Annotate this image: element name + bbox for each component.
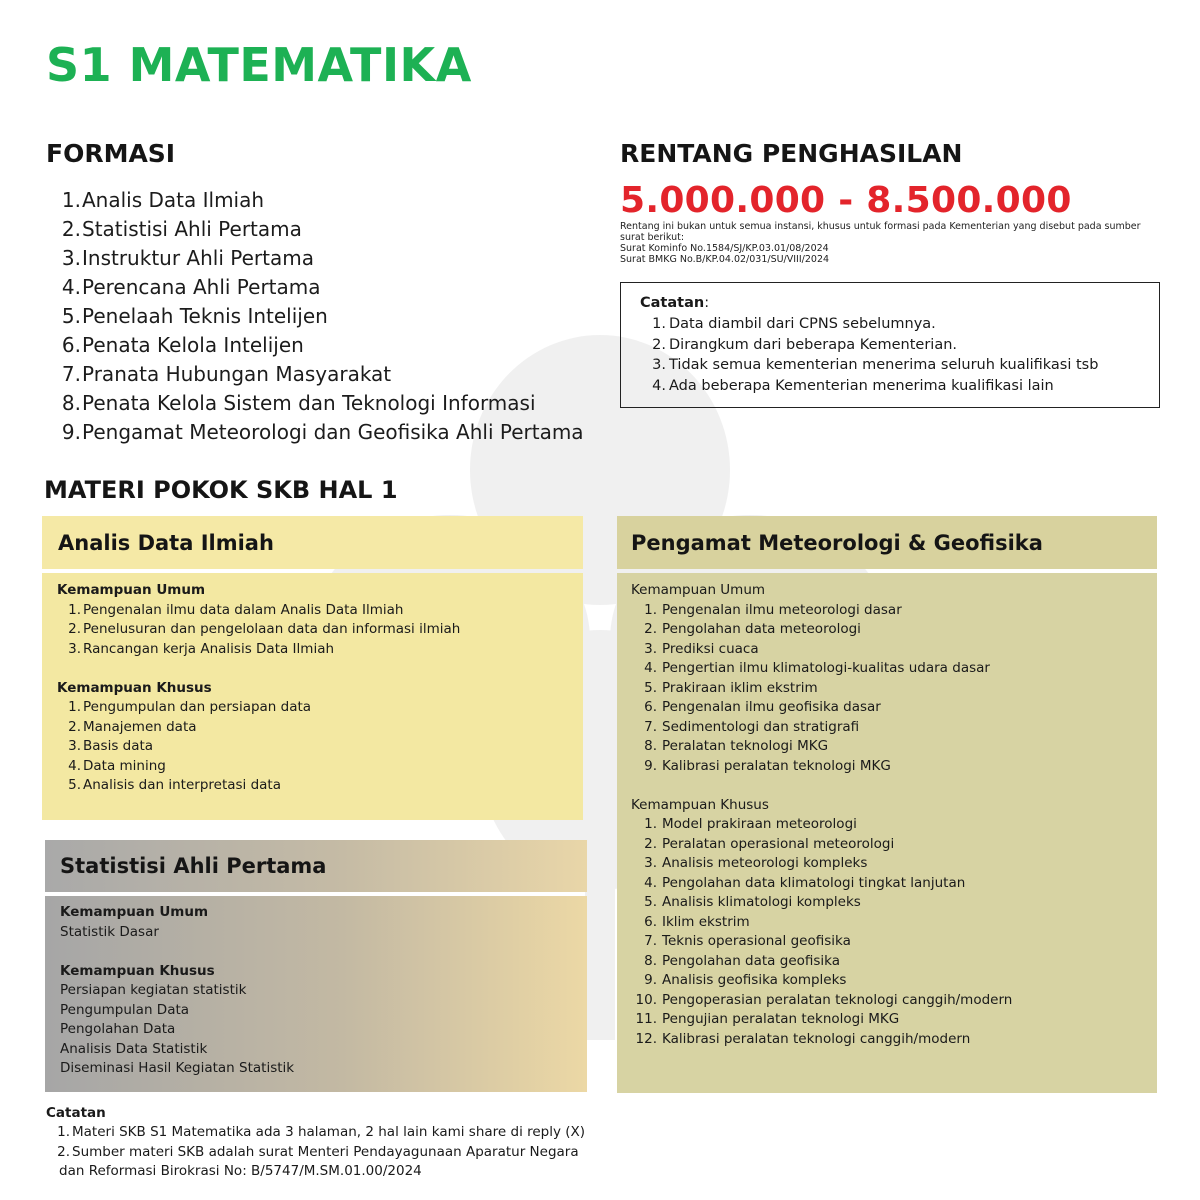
salary-note: Rentang ini bukan untuk semua instansi, khusus untuk formasi pada Kementerian yang disebut pada sumber surat berikut: Surat Kominfo No.1584/SJ/KP.03.01/08/2024 Surat BMKG No.B/KP.04.02/031/SU/VIII/2024 <box>620 221 1141 265</box>
list-item: 1.Analis Data Ilmiah <box>61 188 265 212</box>
list-item: 3. Prediksi cuaca <box>644 640 759 657</box>
list-item: 2. Manajemen data <box>68 718 197 735</box>
list-item: 3. Tidak semua kementerian menerima seluruh kualifikasi tsb <box>652 357 1099 373</box>
umum-list <box>67 601 583 660</box>
catatan-list <box>650 314 1159 396</box>
statistisi-card-title: Statistisi Ahli Pertama <box>45 840 587 892</box>
list-item: 11. Pengujian peralatan teknologi MKG <box>635 1011 900 1027</box>
statistisi-card-body <box>45 896 587 1092</box>
khusus-label: Kemampuan Khusus <box>631 796 769 813</box>
list-item: 4. Pengolahan data klimatologi tingkat lanjutan <box>644 874 966 891</box>
list-item: 8. Pengolahan data geofisika <box>644 952 841 969</box>
list-item: 4. Ada beberapa Kementerian menerima kualifikasi lain <box>652 377 1054 394</box>
list-item: Persiapan kegiatan statistik <box>60 982 247 998</box>
khusus-list <box>67 698 583 796</box>
list-item: 4.Perencana Ahli Pertama <box>61 275 321 299</box>
analis-card-body <box>42 573 583 820</box>
list-item: Pengumpulan Data <box>60 1001 190 1018</box>
list-item: 5. Analisis dan interpretasi data <box>68 777 281 793</box>
catatan-title: Catatan: <box>640 295 710 311</box>
list-item: 1. Pengenalan ilmu data dalam Analis Data Ilmiah <box>68 601 404 618</box>
analis-card-title: Analis Data Ilmiah <box>42 516 583 569</box>
list-item: 6. Iklim ekstrim <box>644 913 750 930</box>
list-item: 3. Analisis meteorologi kompleks <box>644 855 868 871</box>
rentang-heading: RENTANG PENGHASILAN <box>620 139 963 168</box>
list-item: 6. Pengenalan ilmu geofisika dasar <box>644 699 881 715</box>
list-item: 2.Statistisi Ahli Pertama <box>61 217 302 241</box>
khusus-list <box>635 815 1157 1049</box>
list-item: 7. Sedimentologi dan stratigrafi <box>644 718 860 735</box>
list-item: 2. Dirangkum dari beberapa Kementerian. <box>652 336 958 353</box>
bottom-note-list <box>56 1123 585 1162</box>
list-item: 1. Materi SKB S1 Matematika ada 3 halaman, 2 hal lain kami share di reply (X) <box>57 1124 586 1140</box>
list-item: 1. Pengenalan ilmu meteorologi dasar <box>644 601 902 618</box>
list-item: 2. Sumber materi SKB adalah surat Menteri Pendayagunaan Aparatur Negara <box>57 1143 579 1160</box>
pengamat-card-title: Pengamat Meteorologi & Geofisika <box>617 516 1157 569</box>
list-item: 7.Pranata Hubungan Masyarakat <box>61 362 392 386</box>
list-item: Pengolahan Data <box>60 1021 176 1037</box>
list-item: 2. Pengolahan data meteorologi <box>644 621 861 637</box>
formasi-heading: FORMASI <box>46 139 176 168</box>
list-item: 8. Peralatan teknologi MKG <box>644 738 829 754</box>
list-item: 9. Analisis geofisika kompleks <box>644 972 847 988</box>
list-item: 9.Pengamat Meteorologi dan Geofisika Ahli Pertama <box>61 420 584 444</box>
bottom-note-title: Catatan <box>46 1105 106 1121</box>
list-item: 12. Kalibrasi peralatan teknologi canggih/modern <box>635 1030 971 1047</box>
materi-heading: MATERI POKOK SKB HAL 1 <box>44 476 398 504</box>
formasi-list <box>58 186 584 447</box>
salary-range: 5.000.000 - 8.500.000 <box>620 180 1072 221</box>
list-item: 5. Analisis klimatologi kompleks <box>644 894 861 910</box>
umum-list <box>635 601 1157 777</box>
list-item: 1. Model prakiraan meteorologi <box>644 816 857 832</box>
umum-label: Kemampuan Umum <box>60 904 209 920</box>
list-item: 4. Data mining <box>68 757 166 774</box>
umum-label: Kemampuan Umum <box>631 582 766 598</box>
khusus-label: Kemampuan Khusus <box>57 679 212 696</box>
list-item: 3. Rancangan kerja Analisis Data Ilmiah <box>68 640 335 657</box>
list-item: 4. Pengertian ilmu klimatologi-kualitas udara dasar <box>644 660 990 676</box>
list-item: 1. Pengumpulan dan persiapan data <box>68 699 312 715</box>
list-item: 3. Basis data <box>68 738 154 754</box>
list-item: 10. Pengoperasian peralatan teknologi canggih/modern <box>635 991 1013 1008</box>
list-item: 5. Prakiraan iklim ekstrim <box>644 679 818 696</box>
umum-label: Kemampuan Umum <box>57 582 206 598</box>
list-item-continuation: dan Reformasi Birokrasi No: B/5747/M.SM.01.00/2024 <box>59 1163 422 1179</box>
catatan-box <box>620 282 1160 408</box>
khusus-label: Kemampuan Khusus <box>60 962 215 979</box>
list-item: 6.Penata Kelola Intelijen <box>61 333 304 357</box>
list-item: Analisis Data Statistik <box>60 1040 208 1057</box>
page-title: S1 MATEMATIKA <box>46 38 472 92</box>
list-item: 8.Penata Kelola Sistem dan Teknologi Informasi <box>61 391 536 415</box>
list-item: 9. Kalibrasi peralatan teknologi MKG <box>644 757 891 774</box>
list-item: 3.Instruktur Ahli Pertama <box>61 246 314 270</box>
list-item: Statistik Dasar <box>60 923 159 940</box>
list-item: 1. Data diambil dari CPNS sebelumnya. <box>652 316 936 332</box>
list-item: 2. Peralatan operasional meteorologi <box>644 835 895 852</box>
list-item: 2. Penelusuran dan pengelolaan data dan informasi ilmiah <box>68 621 461 637</box>
pengamat-card-body <box>617 573 1157 1093</box>
bottom-note <box>46 1104 585 1182</box>
list-item: 7. Teknis operasional geofisika <box>644 933 851 949</box>
list-item: 5.Penelaah Teknis Intelijen <box>61 304 328 328</box>
list-item: Diseminasi Hasil Kegiatan Statistik <box>60 1060 295 1076</box>
